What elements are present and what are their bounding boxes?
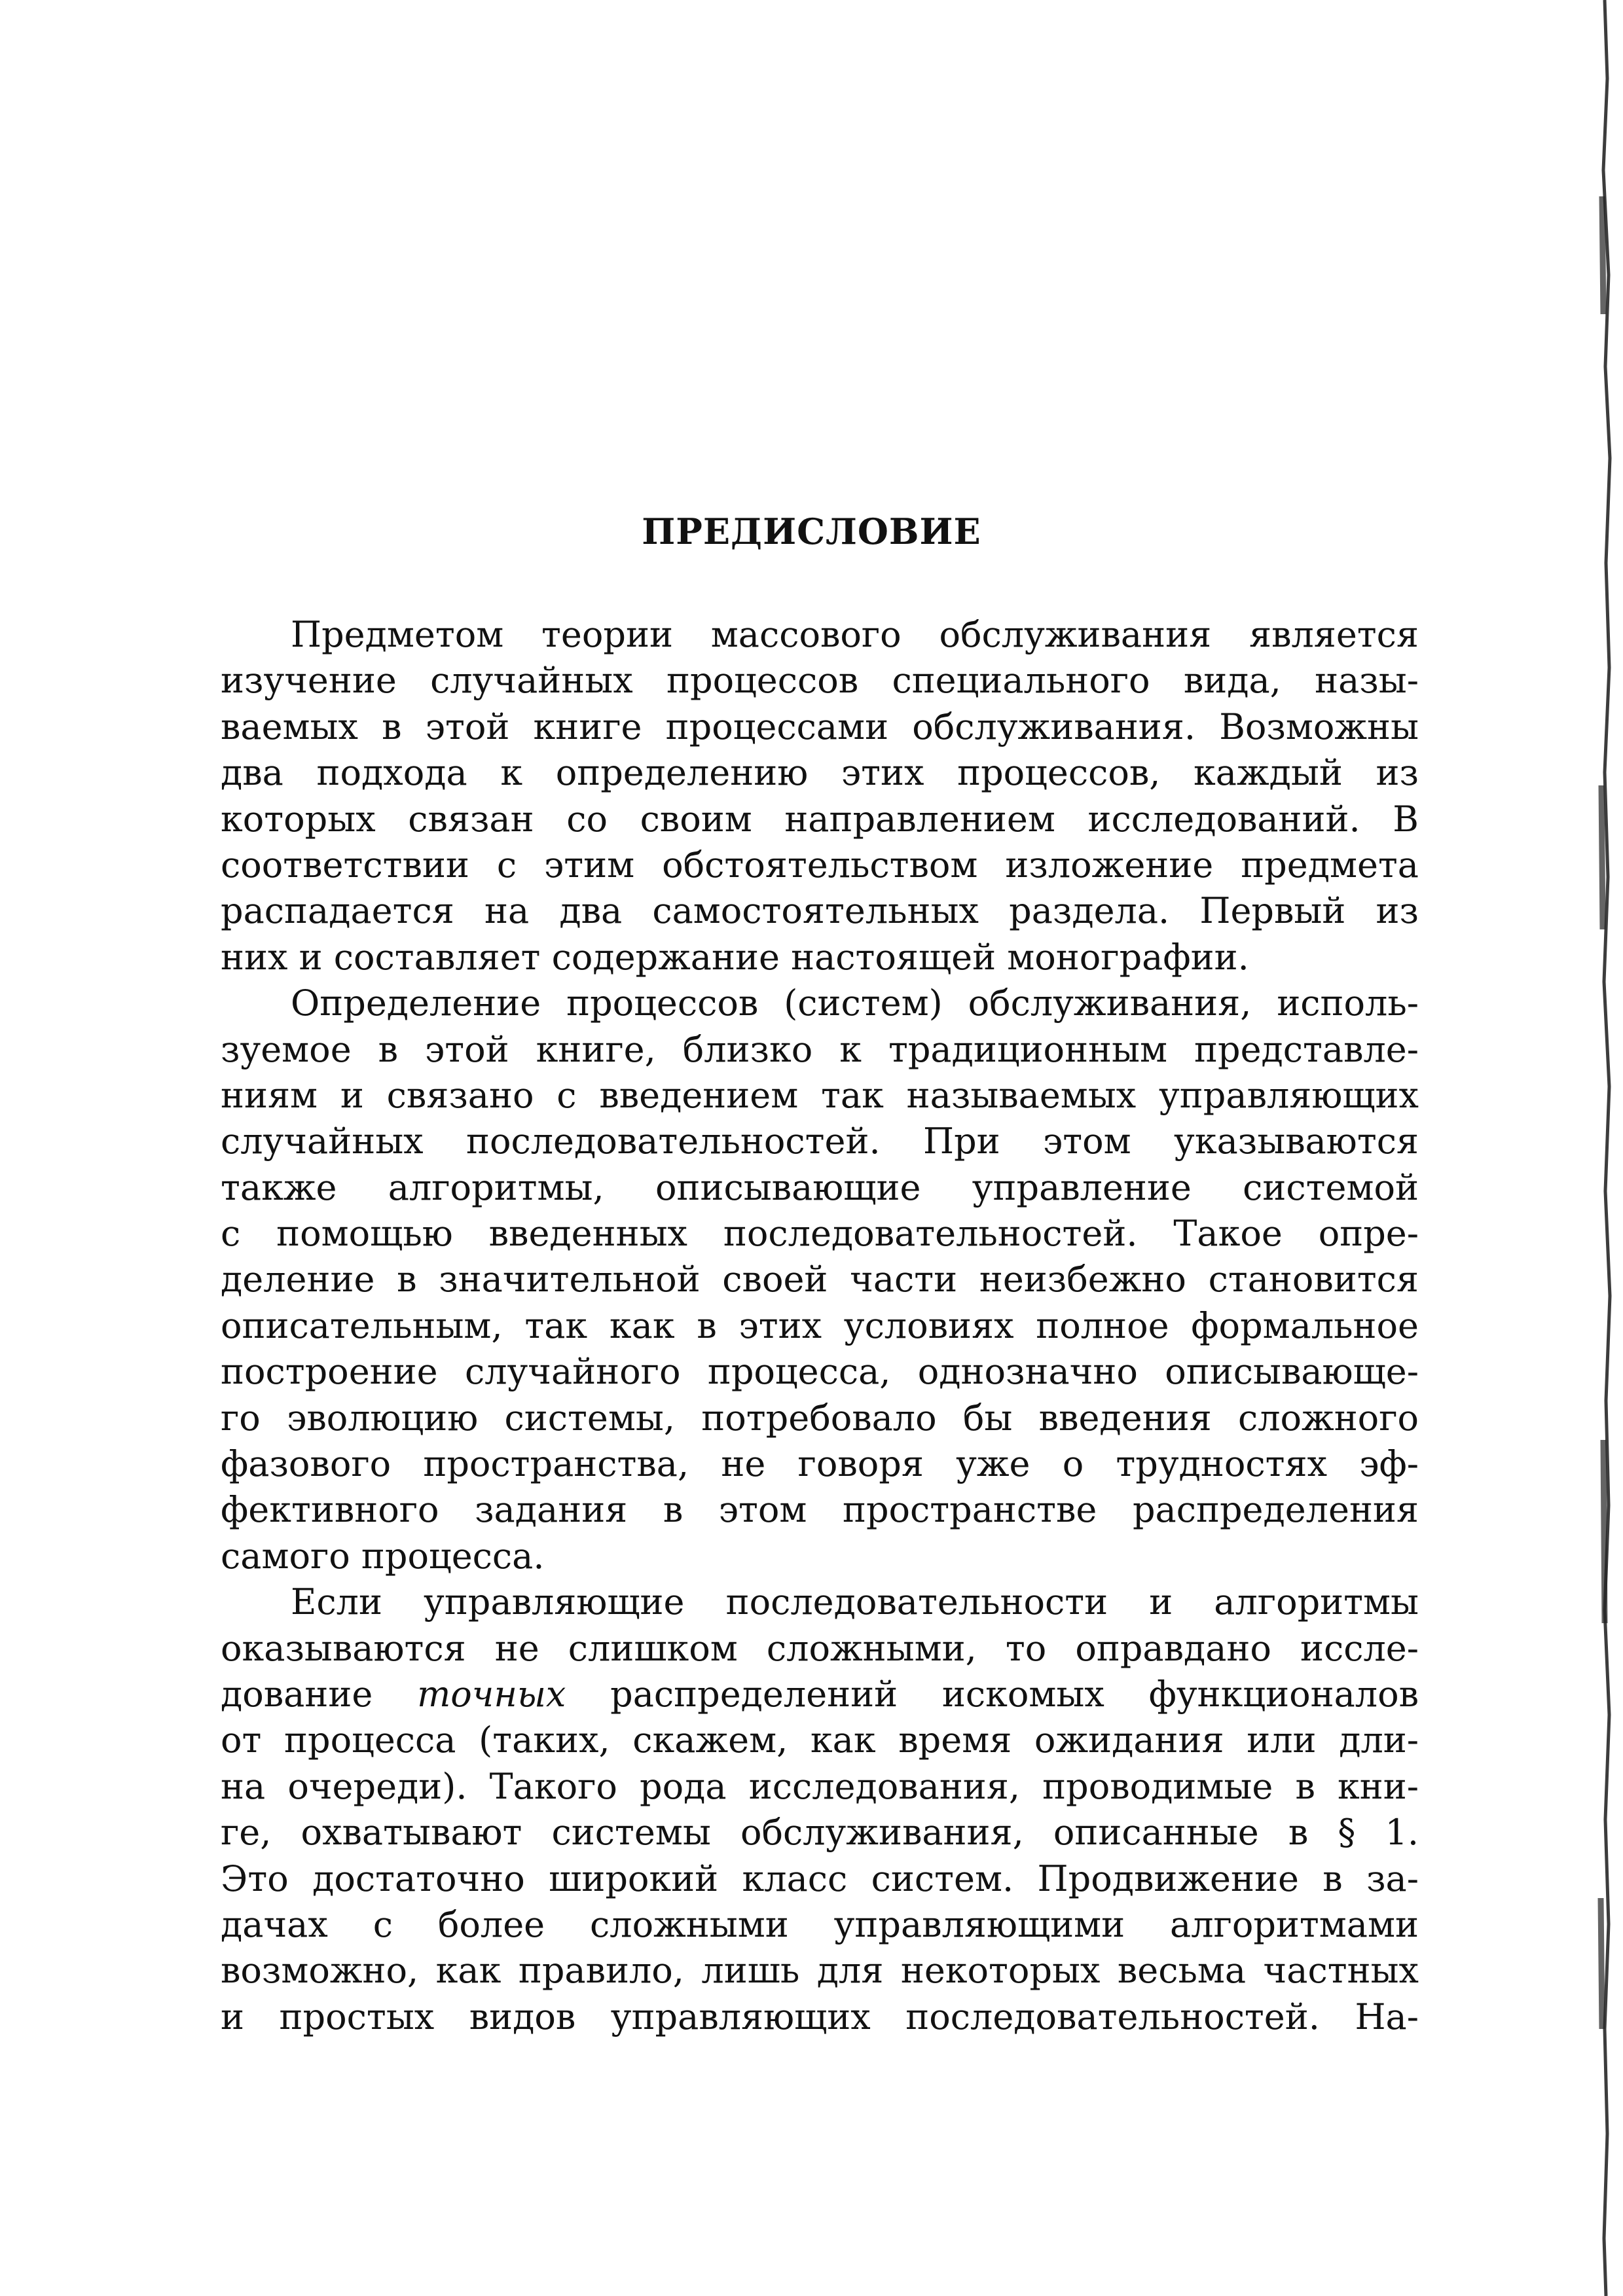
paragraph-1 <box>221 612 1419 980</box>
text-line: Это достаточно широкий класс систем. Продвижение в за- <box>221 1857 1419 1899</box>
text-line: ниям и связано с введением так называемых управляющих <box>221 1074 1419 1116</box>
text-line: Предметом теории массового обслуживания является <box>291 614 1419 655</box>
text-line: деление в значительной своей части неизбежно становится <box>221 1259 1419 1300</box>
text-line: фективного задания в этом пространстве распределения <box>221 1489 1419 1531</box>
text-line: и простых видов управляющих последовательностей. На- <box>221 1996 1419 2037</box>
text-line: описательным, так как в этих условиях полное формальное <box>221 1304 1419 1346</box>
text-line: оказываются не слишком сложными, то оправдано иссле- <box>221 1627 1419 1669</box>
text-line: распадается на два самостоятельных раздела. Первый из <box>221 890 1419 932</box>
text-line: самого процесса. <box>221 1535 545 1577</box>
text-line: случайных последовательностей. При этом указываются <box>221 1121 1419 1162</box>
text-line: возможно, как правило, лишь для некоторых весьма частных <box>221 1950 1419 1992</box>
body-text <box>221 612 1419 2040</box>
text-line: от процесса (таких, скажем, как время ожидания или дли- <box>221 1719 1419 1761</box>
paragraph-2 <box>221 980 1419 1579</box>
text-line: фазового пространства, не говоря уже о трудностях эф- <box>221 1443 1419 1485</box>
emphasized-word: точных <box>417 1673 566 1715</box>
text-line: го эволюцию системы, потребовало бы введения сложного <box>221 1397 1419 1439</box>
paragraph-3 <box>221 1579 1419 2040</box>
page-heading: ПРЕДИСЛОВИЕ <box>642 511 981 552</box>
text-line: которых связан со своим направлением исследований. В <box>221 798 1419 840</box>
text-run: дование <box>221 1673 418 1715</box>
text-line: построение случайного процесса, однозначно описывающе- <box>221 1351 1419 1393</box>
text-run: распределений искомых функционалов <box>566 1673 1419 1715</box>
text-line: изучение случайных процессов специального вида, назы- <box>221 660 1419 702</box>
text-line: Определение процессов (систем) обслуживания, исполь- <box>291 982 1419 1024</box>
text-line: с помощью введенных последовательностей. Такое опре- <box>221 1213 1419 1255</box>
text-line: на очереди). Такого рода исследования, проводимые в кни- <box>221 1765 1419 1807</box>
text-line: дачах с более сложными управляющими алгоритмами <box>221 1903 1419 1945</box>
scan-edge-artifact <box>1564 0 1623 2296</box>
text-line: зуемое в этой книге, близко к традиционным представле- <box>221 1028 1419 1070</box>
text-line: Если управляющие последовательности и алгоритмы <box>291 1581 1419 1623</box>
text-line: два подхода к определению этих процессов, каждый из <box>221 752 1419 794</box>
text-line: также алгоритмы, описывающие управление системой <box>221 1166 1419 1208</box>
text-line: них и составляет содержание настоящей монографии. <box>221 936 1249 978</box>
text-line: соответствии с этим обстоятельством изложение предмета <box>221 844 1419 886</box>
text-line: ге, охватывают системы обслуживания, описанные в § 1. <box>221 1812 1419 1854</box>
text-line-with-emphasis <box>221 1672 1419 1717</box>
text-line: ваемых в этой книге процессами обслуживания. Возможны <box>221 706 1419 747</box>
